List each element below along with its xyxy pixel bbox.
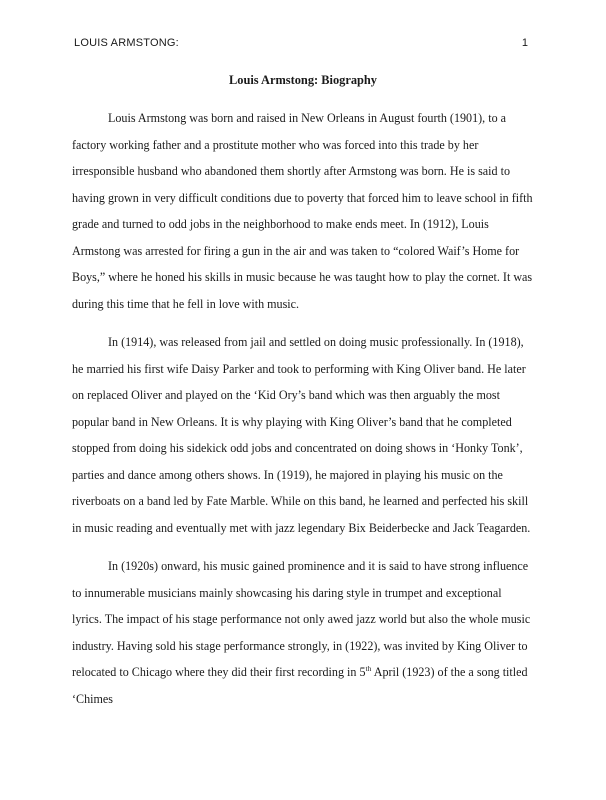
paragraph-1: Louis Armstong was born and raised in New Orleans in August fourth (1901), to a factory working father and a prostitute mother who was forced into this trade by her irresponsible husband who abandoned them shortly after Armstong was born. He is said to having grown in very difficult conditions due to poverty that forced him to leave school in fifth grade and turned to odd jobs in the neighborhood to make ends meet. In (1912), Louis Armstong was arrested for firing a gun in the air and was taken to “colored Waif’s Home for Boys,” where he honed his skills in music because he was taught how to play the cornet. It was during this time that he fell in love with music. <box>72 111 533 311</box>
paragraph-2: In (1914), was released from jail and settled on doing music professionally. In (1918), he married his first wife Daisy Parker and took to performing with King Oliver band. He later on replaced Oliver and played on the ‘Kid Ory’s band which was then arguably the most popular band in New Orleans. It is why playing with King Oliver’s band that he completed stopped from doing his sidekick odd jobs and concentrated on doing shows in ‘Honky Tonk’, parties and dance among others shows. In (1919), he majored in playing his music on the riverboats on a band led by Fate Marble. While on this band, he learned and perfected his skill in music reading and eventually met with jazz legendary Bix Beiderbecke and Jack Teagarden. <box>72 335 531 535</box>
paragraph-3-text-a: In (1920s) onward, his music gained prominence and it is said to have strong influence to innumerable musicians mainly showcasing his daring style in trumpet and exceptional lyrics. The impact of his stage performance not only awed jazz world but also the whole music industry. Having sold his stage performance strongly, in (1922), was invited by King Oliver to relocated to Chicago where they did their first recording in 5 <box>72 559 531 679</box>
ordinal-suffix: th <box>365 663 372 673</box>
running-head: LOUIS ARMSTONG: <box>74 37 179 49</box>
paragraph-3 <box>72 553 534 712</box>
page-number: 1 <box>521 37 528 49</box>
document-body <box>72 105 534 712</box>
paragraph-3-text-b: April (1923) of the a song titled ‘Chimes <box>72 665 528 706</box>
document-title: Louis Armstong: Biography <box>228 73 378 87</box>
